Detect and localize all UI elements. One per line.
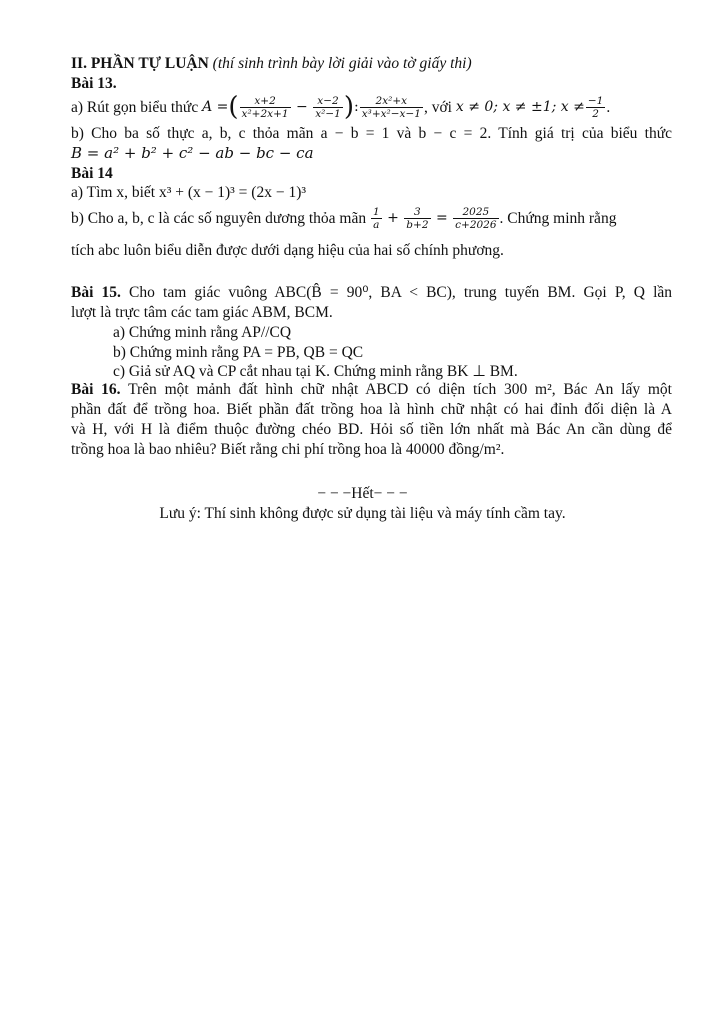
bai13-a: a) Rút gọn biểu thức A = ( $\frac{x+2}{\text{x²+2x+1}}$ − $\frac{x-2}{\text{x²−1}}$ ) : $\frac{\text{2x²+x}}{\text{x³+x²−x−1}}$ , với x ≠ 0; x ≠ ±1; x ≠ $\frac{-1}{2}$ . — [71, 92, 611, 122]
bai16-line2: phần đất để trồng hoa. Biết phần đất trồng hoa là hình chữ nhật có hai đỉnh đối diện là A — [71, 401, 672, 418]
fraction-1-num: x+2 — [240, 95, 291, 108]
bai15-b: b) Chứng minh rằng PA = PB, QB = QC — [113, 344, 364, 361]
section-note: (thí sinh trình bày lời giải vào tờ giấy thi) — [212, 55, 472, 72]
fraction-g2-den: b+2 — [406, 218, 429, 231]
bai16-text1: Trên một mảnh đất hình chữ nhật ABCD có diện tích 300 m², Bác An lấy một — [128, 381, 672, 398]
fraction-g1-den: a — [373, 218, 380, 231]
bai13-b-line1: b) Cho ba số thực a, b, c thỏa mãn a − b = 1 và b − c = 2. Tính giá trị của biểu thức — [71, 125, 672, 142]
fraction-4-den: 2 — [592, 107, 599, 120]
bai13-a-intro: a) Rút gọn biểu thức — [71, 98, 199, 116]
bai14-b-intro: b) Cho a, b, c là các số nguyên dương thỏa mãn — [71, 209, 367, 227]
bai14-b: b) Cho a, b, c là các số nguyên dương thỏa mãn $\frac{1}{a}$ + $\frac{3}{b+2}$ = $\frac{2025}{c+2026}$ . Chứng minh rằng — [71, 205, 617, 231]
fraction-4 — [586, 95, 605, 120]
fraction-1 — [240, 95, 291, 120]
fraction-g3 — [453, 206, 498, 231]
bai14-title: Bài 14 — [71, 165, 113, 182]
bai15-line1 — [71, 283, 672, 302]
bai16-line3: và H, với H là điểm thuộc đường chéo BD. Hỏi số tiền lớn nhất mà Bác An cần dùng để — [71, 421, 672, 438]
fraction-g3-num: 2025 — [453, 206, 498, 219]
bai15-line2: lượt là trực tâm các tam giác ABM, BCM. — [71, 304, 333, 321]
bai13-a-cond: x ≠ 0; x ≠ ±1; x ≠ — [455, 98, 585, 115]
left-paren: ( — [228, 92, 239, 122]
bai15-text1: Cho tam giác vuông ABC(B̂ = 90⁰, BA < BC), trung tuyến BM. Gọi P, Q lần — [129, 284, 673, 301]
fraction-2 — [313, 95, 343, 120]
fraction-3-den: x³+x²−x−1 — [361, 107, 421, 120]
fraction-3-num: 2x²+x — [360, 95, 423, 108]
right-paren: ) — [343, 92, 354, 122]
fraction-3 — [360, 95, 423, 120]
fraction-g3-den: c+2026 — [455, 218, 497, 231]
fraction-2-num: x−2 — [313, 95, 343, 108]
section-heading: II. PHẦN TỰ LUẬN — [71, 55, 209, 72]
bai16-line4: trồng hoa là bao nhiêu? Biết rằng chi phí trồng hoa là 40000 đồng/m². — [71, 441, 505, 458]
end-marker: − − −Hết− − − — [317, 485, 408, 502]
bai16-title: Bài 16. — [71, 381, 121, 398]
fraction-g1-num: 1 — [372, 205, 380, 218]
footer-note: Lưu ý: Thí sinh không được sử dụng tài liệu và máy tính cầm tay. — [159, 505, 566, 522]
fraction-g1 — [371, 206, 382, 231]
bai13-b-line2: B = a² + b² + c² − ab − bc − ca — [71, 144, 314, 162]
bai14-a: a) Tìm x, biết x³ + (x − 1)³ = (2x − 1)³ — [71, 184, 307, 201]
bai13-title: Bài 13. — [71, 75, 117, 92]
bai15-a: a) Chứng minh rằng AP//CQ — [113, 324, 292, 341]
fraction-4-num: −1 — [587, 94, 604, 107]
bai16-line1 — [71, 380, 672, 399]
fraction-g2 — [404, 206, 430, 231]
bai14-b-line2: tích abc luôn biểu diễn được dưới dạng hiệu của hai số chính phương. — [71, 242, 504, 259]
fraction-g2-num: 3 — [404, 206, 430, 219]
bai15-title: Bài 15. — [71, 284, 121, 301]
bai15-c: c) Giả sử AQ và CP cắt nhau tại K. Chứng minh rằng BK ⊥ BM. — [113, 363, 518, 380]
fraction-2-den: x²−1 — [315, 107, 341, 120]
fraction-1-den: x²+2x+1 — [241, 107, 289, 120]
section-heading-line — [71, 54, 472, 73]
bai14-b-end: . Chứng minh rằng — [499, 209, 617, 227]
bai13-a-cond-text: , với — [423, 98, 452, 116]
bai13-a-lhs: A = — [202, 98, 229, 115]
